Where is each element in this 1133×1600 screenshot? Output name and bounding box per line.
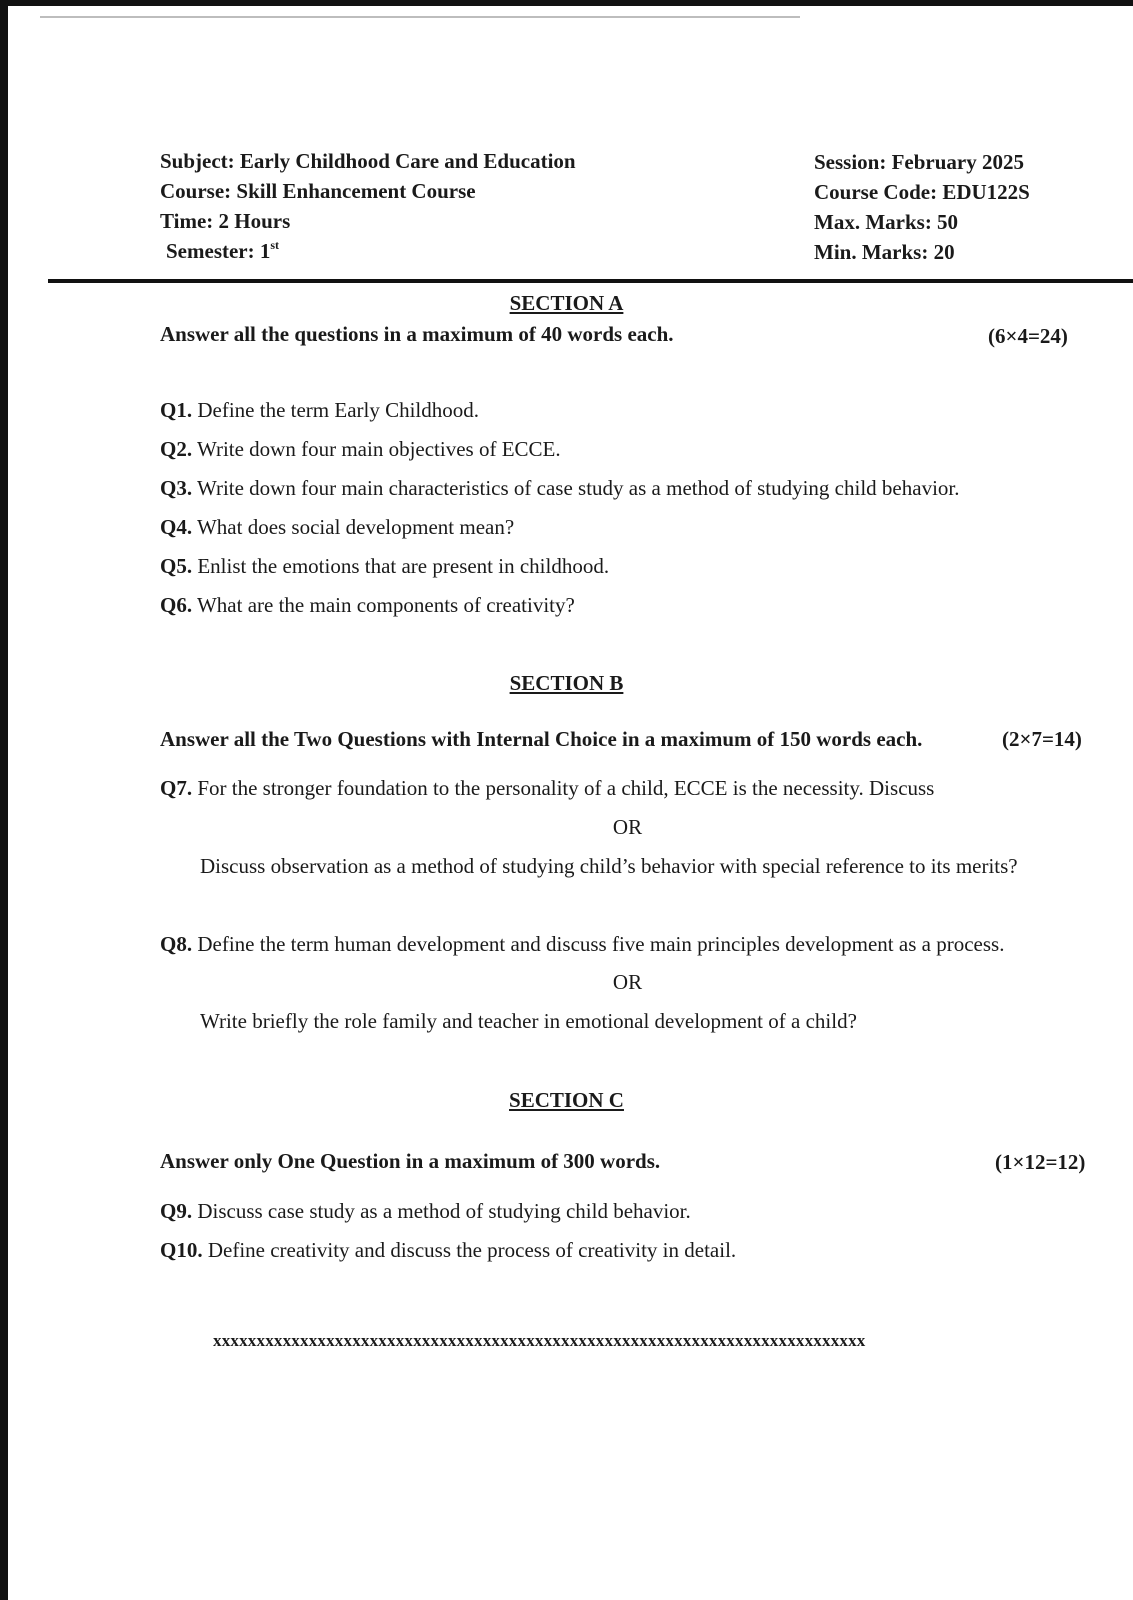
section-c-instruction: Answer only One Question in a maximum of 300 words. <box>160 1149 661 1173</box>
semester-ordinal: st <box>270 238 280 252</box>
time-line: Time: 2 Hours <box>160 209 291 233</box>
question-2 <box>160 437 561 462</box>
scan-top-line <box>40 16 800 18</box>
question-9 <box>160 1199 691 1224</box>
end-of-paper-marker: xxxxxxxxxxxxxxxxxxxxxxxxxxxxxxxxxxxxxxxxxxxxxxxxxxxxxxxxxxxxxxxxxxxxxxxxxxx <box>213 1331 866 1350</box>
question-text: Define the term human development and discuss five main principles development as a process. <box>192 932 1005 956</box>
question-text: What are the main components of creativity? <box>192 593 575 617</box>
question-number: Q2. <box>160 437 193 461</box>
header-divider <box>48 279 1133 283</box>
section-b-title: SECTION B <box>509 671 624 695</box>
section-a-marks: (6×4=24) <box>988 324 1068 348</box>
question-text: Enlist the emotions that are present in childhood. <box>192 554 610 578</box>
question-text: Discuss case study as a method of studying child behavior. <box>192 1199 691 1223</box>
question-5 <box>160 554 609 579</box>
question-number: Q6. <box>160 593 193 617</box>
header-right-block <box>814 147 1030 267</box>
subject-line: Subject: Early Childhood Care and Education <box>160 149 576 173</box>
section-b-instruction: Answer all the Two Questions with Internal Choice in a maximum of 150 words each. <box>160 727 923 751</box>
question-8-or: OR <box>612 970 643 994</box>
question-number: Q4. <box>160 515 193 539</box>
section-c-title: SECTION C <box>509 1088 624 1112</box>
question-6 <box>160 593 575 618</box>
question-number: Q3. <box>160 476 193 500</box>
min-marks-line: Min. Marks: 20 <box>814 240 955 264</box>
session-line: Session: February 2025 <box>814 150 1024 174</box>
question-7-or: OR <box>612 815 643 839</box>
semester-line <box>160 236 576 266</box>
question-10 <box>160 1238 736 1263</box>
scan-left-border <box>0 0 8 1600</box>
question-8 <box>160 932 1004 957</box>
question-text: Define the term Early Childhood. <box>192 398 480 422</box>
section-b-marks: (2×7=14) <box>1002 727 1082 751</box>
question-number: Q9. <box>160 1199 193 1223</box>
question-8-alternative: Write briefly the role family and teacher in emotional development of a child? <box>200 1009 857 1033</box>
question-1 <box>160 398 479 423</box>
section-a-instruction: Answer all the questions in a maximum of 40 words each. <box>160 322 674 346</box>
semester-text: Semester: 1 <box>166 239 271 263</box>
question-number: Q7. <box>160 776 193 800</box>
max-marks-line: Max. Marks: 50 <box>814 210 959 234</box>
question-number: Q10. <box>160 1238 203 1262</box>
question-number: Q1. <box>160 398 193 422</box>
question-number: Q8. <box>160 932 193 956</box>
question-4 <box>160 515 514 540</box>
section-a-title: SECTION A <box>509 291 624 315</box>
question-text: Write down four main objectives of ECCE. <box>192 437 561 461</box>
question-text: What does social development mean? <box>192 515 515 539</box>
course-line: Course: Skill Enhancement Course <box>160 179 476 203</box>
question-text: For the stronger foundation to the personality of a child, ECCE is the necessity. Discuss <box>192 776 935 800</box>
section-c-marks: (1×12=12) <box>995 1150 1086 1174</box>
question-7 <box>160 776 934 801</box>
question-text: Define creativity and discuss the process of creativity in detail. <box>202 1238 737 1262</box>
course-code-line: Course Code: EDU122S <box>814 180 1030 204</box>
header-left-block <box>160 146 576 266</box>
question-7-alternative: Discuss observation as a method of studying child’s behavior with special reference to its merits? <box>200 854 1018 878</box>
question-text: Write down four main characteristics of case study as a method of studying child behavior. <box>192 476 960 500</box>
scan-top-border <box>0 0 1133 6</box>
question-number: Q5. <box>160 554 193 578</box>
question-3 <box>160 476 960 501</box>
